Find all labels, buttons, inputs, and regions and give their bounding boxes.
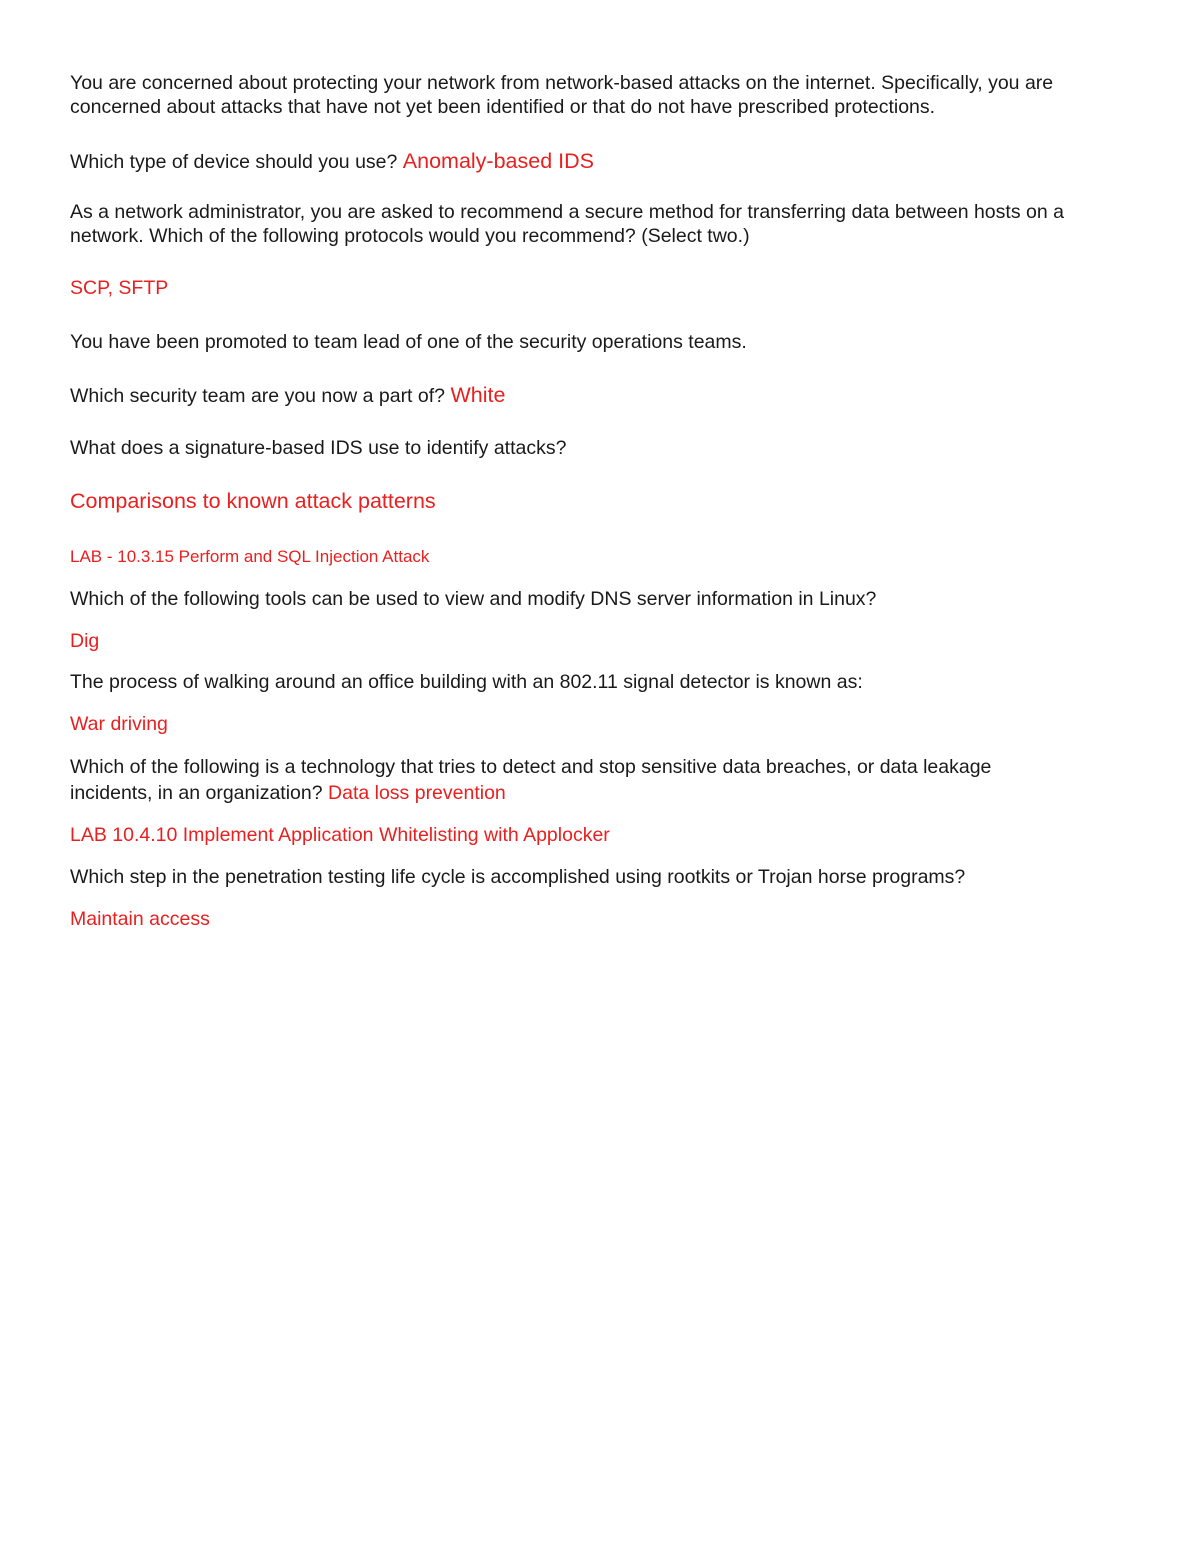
question-4: You have been promoted to team lead of one of the security operations teams. (70, 331, 747, 353)
question-1-line-2: concerned about attacks that have not yet been identified or that do not have prescribed protections. (70, 96, 936, 118)
question-3-line-2: network. Which of the following protocols would you recommend? (Select two.) (70, 225, 750, 247)
question-1-line-1: You are concerned about protecting your network from network-based attacks on the internet. Specifically, you are (70, 72, 1054, 94)
question-10: Which step in the penetration testing life cycle is accomplished using rootkits or Trojan horse programs? (70, 866, 966, 888)
question-3-answer: SCP, SFTP (70, 277, 169, 299)
lab-heading-2: LAB 10.4.10 Implement Application Whitelisting with Applocker (70, 824, 610, 846)
question-10-answer: Maintain access (70, 908, 210, 930)
question-7-answer: Dig (70, 630, 100, 652)
question-8-answer: War driving (70, 713, 168, 735)
lab-heading-1: LAB - 10.3.15 Perform and SQL Injection Attack (70, 547, 430, 566)
question-7: Which of the following tools can be used to view and modify DNS server information in Linux? (70, 588, 877, 610)
question-6-answer: Comparisons to known attack patterns (70, 489, 436, 513)
question-9-text: incidents, in an organization? (70, 782, 323, 804)
question-5 (70, 383, 505, 408)
question-2 (70, 149, 594, 174)
question-2-text: Which type of device should you use? (70, 151, 398, 173)
question-9-line-1: Which of the following is a technology that tries to detect and stop sensitive data breaches, or data leakage (70, 756, 992, 778)
question-2-answer: Anomaly-based IDS (402, 149, 594, 173)
question-6: What does a signature-based IDS use to identify attacks? (70, 437, 567, 459)
question-9-line-2 (70, 781, 506, 805)
question-3-line-1: As a network administrator, you are asked to recommend a secure method for transferring data between hosts on a (70, 201, 1064, 223)
question-9-answer: Data loss prevention (328, 782, 506, 804)
question-5-answer: White (450, 383, 506, 407)
question-5-text: Which security team are you now a part of? (70, 385, 446, 407)
question-8: The process of walking around an office building with an 802.11 signal detector is known as: (70, 671, 863, 693)
